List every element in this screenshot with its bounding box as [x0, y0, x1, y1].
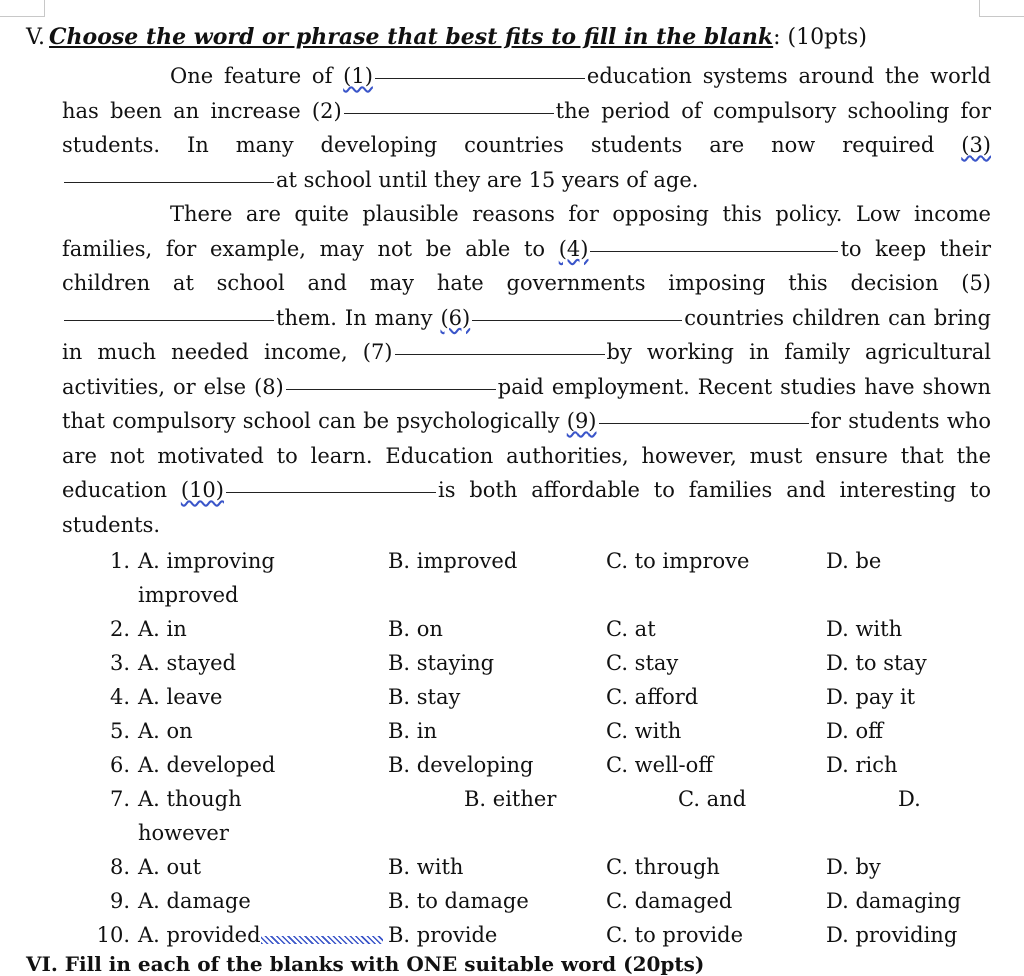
blank-number-3: (3) [961, 133, 991, 157]
passage-text: to keep their children at school and may hate governments imposing this decision [62, 236, 991, 295]
option-b: B. provide [388, 923, 498, 947]
blank-line-3 [64, 181, 274, 183]
question-row-4 [26, 680, 991, 714]
passage-text: One feature of [170, 64, 344, 88]
option-d-continued: improved [138, 583, 239, 607]
option-a-text: A. provided [138, 923, 261, 947]
blank-line-8 [286, 388, 496, 390]
option-d: D. be [826, 549, 882, 573]
question-row-2 [26, 612, 991, 646]
question-row-7 [26, 782, 991, 850]
option-b: B. staying [388, 651, 495, 675]
option-d: D. by [826, 855, 881, 879]
option-a: A. improving [138, 549, 275, 573]
blank-line-7 [395, 353, 605, 355]
option-c: C. and [678, 787, 747, 811]
blank-number-10: (10) [180, 478, 224, 502]
page-corner-mark-right [979, 0, 1024, 17]
option-c: C. to improve [606, 549, 750, 573]
question-row-5 [26, 714, 991, 748]
question-number: 4. [109, 685, 130, 709]
option-c: C. at [606, 617, 656, 641]
option-d: D. [898, 787, 921, 811]
option-c: C. stay [606, 651, 679, 675]
option-b: B. to damage [388, 889, 529, 913]
passage-text: paid employment. Recent studies have shown that compulsory school can be psychologically [62, 374, 991, 433]
option-a [138, 918, 383, 952]
option-d: D. off [826, 719, 884, 743]
option-a: A. on [138, 719, 193, 743]
option-c: C. well-off [606, 753, 714, 777]
section-points: : (10pts) [773, 25, 867, 50]
question-number: 5. [109, 719, 130, 743]
answer-choices [26, 544, 991, 952]
passage-text: is both affordable to families and interesting to students. [62, 478, 991, 537]
question-number: 10. [96, 923, 130, 947]
option-b: B. on [388, 617, 443, 641]
passage-text: There are quite plausible reasons for opposing this policy. Low income families, for example, may not be able to [62, 202, 991, 261]
spellcheck-squiggle [261, 936, 383, 944]
page-corner-mark-left [0, 0, 45, 17]
option-d: D. providing [826, 923, 958, 947]
passage-text: education systems around the world has been an increase [62, 64, 992, 123]
blank-line-6 [472, 319, 682, 321]
blank-line-4 [590, 250, 838, 252]
option-c: C. through [606, 855, 720, 879]
section-heading [26, 22, 991, 53]
question-row-6 [26, 748, 991, 782]
question-row-3 [26, 646, 991, 680]
option-a: A. in [138, 617, 187, 641]
question-number: 2. [109, 617, 130, 641]
question-number: 7. [109, 787, 130, 811]
section-instruction: Choose the word or phrase that best fits to fill in the blank [49, 24, 774, 50]
option-a: A. stayed [138, 651, 236, 675]
question-number: 1. [109, 549, 130, 573]
option-c: C. to provide [606, 923, 744, 947]
option-d: D. to stay [826, 651, 927, 675]
passage-paragraph-1 [62, 59, 991, 197]
question-row-9 [26, 884, 991, 918]
option-d: D. damaging [826, 889, 961, 913]
option-c: C. afford [606, 685, 699, 709]
passage-text: countries children can bring in much needed income, [62, 305, 991, 364]
option-a: A. leave [138, 685, 223, 709]
question-row-10 [26, 918, 991, 952]
option-b: B. in [388, 719, 438, 743]
blank-line-1 [375, 77, 585, 79]
question-number: 6. [109, 753, 130, 777]
blank-number-9: (9) [566, 409, 597, 433]
passage-text: for students who are not motivated to learn. Education authorities, however, must ensure that the education [62, 409, 991, 502]
blank-line-2 [344, 112, 554, 114]
option-b: B. with [388, 855, 464, 879]
blank-number-1: (1) [343, 64, 373, 88]
option-c: C. damaged [606, 889, 733, 913]
blank-number-5: (5) [961, 271, 991, 295]
passage-paragraph-2 [62, 197, 991, 542]
option-b: B. developing [388, 753, 534, 777]
passage-text: by working in family agricultural activities, or else [62, 340, 991, 399]
option-d: D. pay it [826, 685, 916, 709]
question-number: 8. [109, 855, 130, 879]
blank-number-4: (4) [558, 236, 589, 261]
blank-line-5 [64, 319, 274, 321]
option-c: C. with [606, 719, 682, 743]
option-a: A. damage [138, 889, 251, 913]
option-a: A. out [138, 855, 202, 879]
option-d-continued: however [138, 821, 229, 845]
next-section-heading-cutoff: VI. Fill in each of the blanks with ONE suitable word (20pts) [26, 952, 705, 976]
option-a: A. developed [138, 753, 276, 777]
worksheet-page [26, 22, 991, 952]
blank-line-9 [599, 422, 809, 424]
option-b: B. either [464, 787, 557, 811]
option-d: D. with [826, 617, 903, 641]
passage-text: them. In many [276, 305, 441, 330]
question-number: 9. [109, 889, 130, 913]
question-row-1 [26, 544, 991, 612]
question-row-8 [26, 850, 991, 884]
blank-line-10 [226, 491, 436, 493]
option-d: D. rich [826, 753, 898, 777]
reading-passage [26, 59, 991, 542]
question-number: 3. [109, 651, 130, 675]
option-b: B. stay [388, 685, 461, 709]
passage-text: at school until they are 15 years of age. [276, 167, 699, 192]
blank-number-2: (2) [311, 98, 342, 123]
option-b: B. improved [388, 549, 518, 573]
blank-number-8: (8) [254, 374, 284, 399]
blank-number-7: (7) [362, 340, 393, 364]
option-a: A. though [138, 787, 242, 811]
passage-text: the period of compulsory schooling for students. In many developing countries students are now required [62, 98, 991, 157]
section-number: V. [26, 25, 46, 50]
blank-number-6: (6) [440, 305, 471, 330]
